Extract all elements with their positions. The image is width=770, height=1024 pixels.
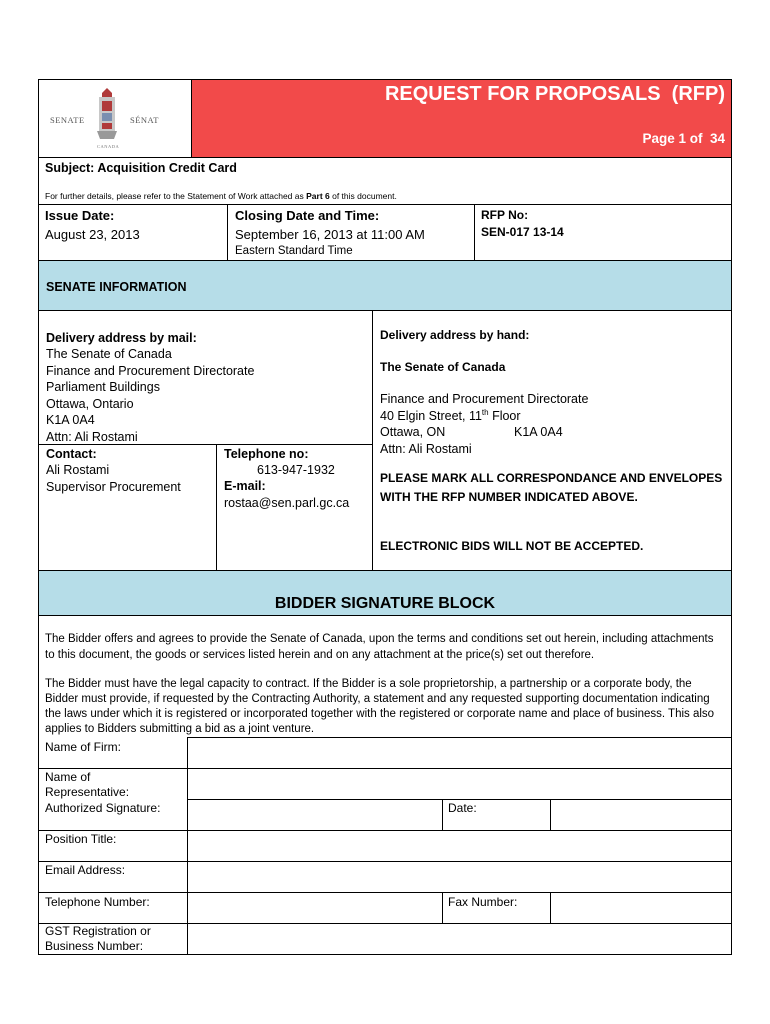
senate-crest-icon — [94, 87, 120, 143]
issue-date-label: Issue Date: — [45, 208, 115, 223]
hand-address-directorate: Finance and Procurement Directorate — [380, 392, 589, 406]
field-line — [39, 861, 731, 862]
field-line — [39, 830, 731, 831]
representative-label: Name of Representative: — [45, 770, 130, 799]
subject-note-part: Part 6 — [306, 191, 330, 201]
representative-field[interactable] — [189, 770, 729, 798]
signature-heading: BIDDER SIGNATURE BLOCK — [274, 595, 496, 612]
hand-address-org: The Senate of Canada — [380, 360, 506, 374]
hand-address-attn: Attn: Ali Rostami — [380, 442, 472, 456]
rfp-number-value: SEN-017 13-14 — [481, 225, 564, 239]
contact-divider — [216, 444, 217, 570]
field-divider — [442, 799, 443, 830]
hand-address-street — [380, 408, 521, 425]
signature-heading-bar — [38, 570, 732, 616]
telephone-number-label: Telephone Number: — [45, 895, 150, 909]
logo-cell — [38, 79, 192, 158]
closing-date-label: Closing Date and Time: — [235, 208, 380, 223]
contact-label: Contact: — [46, 447, 97, 461]
logo-senat-text: SÉNAT — [130, 115, 159, 125]
subject-text: Subject: Acquisition Credit Card — [45, 161, 237, 175]
gst-field[interactable] — [189, 925, 729, 953]
issue-date-cell — [38, 204, 228, 261]
signature-label: Authorized Signature: — [45, 801, 161, 815]
email-address-label: Email Address: — [45, 863, 126, 877]
mail-address-label: Delivery address by mail: — [46, 331, 197, 345]
field-divider — [442, 892, 443, 923]
logo-senate-text: SENATE — [50, 115, 85, 125]
rfp-number-cell — [474, 204, 732, 261]
field-divider — [550, 892, 551, 923]
contact-name: Ali Rostami — [46, 463, 110, 477]
field-line — [39, 768, 731, 769]
electronic-bids-notice: ELECTRONIC BIDS WILL NOT BE ACCEPTED. — [380, 539, 644, 553]
signature-paragraph-2: The Bidder must have the legal capacity to contract. If the Bidder is a sole proprietorship, a partnership or a corporate body, the Bidder must provide, if requested by the Contracting Authority, a statement and any requested supporting documentation indicating the laws under which it is registered or incorporated together with the registered or corporate name and place of business. This also applies to Bidders submitting a bid as a joint venture. — [45, 678, 715, 735]
hand-street-sup: th — [481, 407, 489, 417]
email-field[interactable] — [189, 863, 729, 891]
signature-field[interactable] — [189, 801, 441, 829]
rfp-title: REQUEST FOR PROPOSALS (RFP) — [384, 83, 725, 105]
mark-correspondence-notice: PLEASE MARK ALL CORRESPONDANCE AND ENVELOPES WITH THE RFP NUMBER INDICATED ABOVE. — [380, 471, 723, 504]
firm-name-field[interactable] — [189, 739, 729, 767]
field-line — [39, 892, 731, 893]
hand-address-city: Ottawa, ON — [380, 425, 446, 439]
issue-date-value: August 23, 2013 — [45, 227, 140, 242]
email-value: rostaa@sen.parl.gc.ca — [224, 496, 350, 510]
contact-title: Supervisor Procurement — [46, 480, 181, 494]
email-label: E-mail: — [224, 479, 266, 493]
senate-info-divider — [372, 311, 373, 570]
senate-info-heading: SENATE INFORMATION — [46, 280, 187, 294]
subject-row — [38, 157, 732, 205]
date-field[interactable] — [552, 801, 729, 829]
telephone-value: 613-947-1932 — [257, 463, 335, 477]
subject-note-after: of this document. — [329, 191, 397, 201]
telephone-label: Telephone no: — [224, 447, 309, 461]
closing-date-cell — [227, 204, 475, 261]
rfp-number-label: RFP No: — [481, 208, 529, 222]
position-field[interactable] — [189, 832, 729, 860]
fax-number-label: Fax Number: — [448, 895, 518, 909]
signature-block-body — [38, 615, 732, 955]
closing-date-value: September 16, 2013 at 11:00 AM — [235, 227, 425, 242]
senate-info-heading-bar — [38, 260, 732, 311]
rfp-title-banner — [191, 79, 732, 158]
page-number: Page 1 of 34 — [642, 131, 725, 146]
mail-address: The Senate of Canada Finance and Procurement Directorate Parliament Buildings Ottawa, Ontario K1A 0A4 Attn: Ali Rostami — [46, 347, 255, 444]
field-divider — [550, 799, 551, 830]
date-label: Date: — [448, 801, 477, 815]
signature-paragraph-1: The Bidder offers and agrees to provide the Senate of Canada, upon the terms and conditions set out herein, including attachments to this document, the goods or services listed herein and on any attachment at the price(s) set out therefore. — [45, 633, 714, 661]
hand-street-floor: Floor — [488, 409, 521, 423]
logo-canada-text: CANADA — [97, 144, 120, 149]
hand-address-postal: K1A 0A4 — [514, 425, 563, 439]
telephone-field[interactable] — [189, 894, 441, 922]
subject-note — [45, 191, 397, 201]
position-label: Position Title: — [45, 832, 117, 846]
closing-timezone: Eastern Standard Time — [235, 245, 353, 257]
hand-street-text: 40 Elgin Street, 11 — [380, 409, 482, 423]
field-line — [187, 737, 731, 738]
field-divider — [187, 737, 188, 954]
field-line — [187, 799, 731, 800]
hand-address-label: Delivery address by hand: — [380, 328, 530, 342]
subject-note-before: For further details, please refer to the Statement of Work attached as — [45, 191, 307, 201]
firm-name-label: Name of Firm: — [45, 740, 122, 754]
gst-label: GST Registration or Business Number: — [45, 924, 151, 953]
senate-info-body — [38, 310, 732, 571]
fax-field[interactable] — [552, 894, 729, 922]
